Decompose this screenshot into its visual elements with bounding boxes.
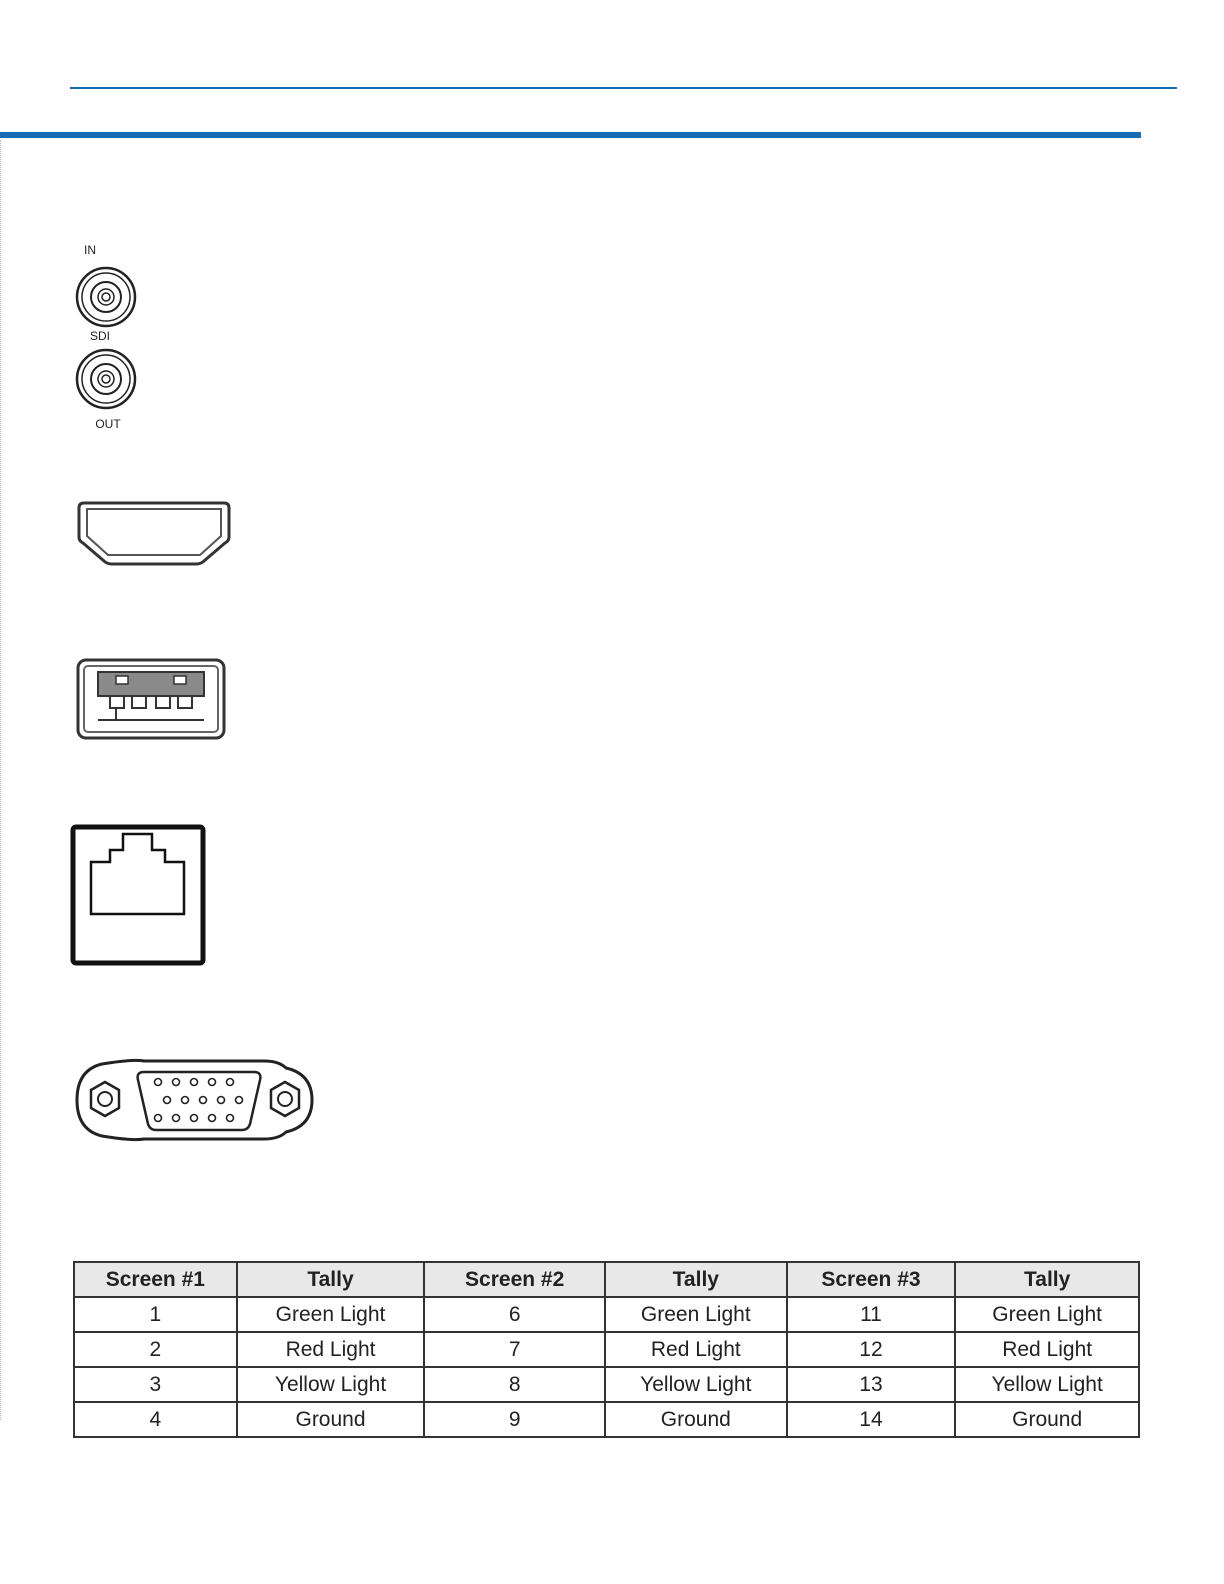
- sdi-out-label: OUT: [95, 417, 121, 431]
- table-cell: Red Light: [955, 1332, 1139, 1367]
- table-cell: 14: [787, 1402, 956, 1437]
- table-cell: Ground: [955, 1402, 1139, 1437]
- column-header: Screen #1: [74, 1262, 237, 1297]
- table-cell: Green Light: [605, 1297, 787, 1332]
- vga-port-icon: [74, 1054, 316, 1146]
- table-cell: Red Light: [237, 1332, 425, 1367]
- table-header-row: [74, 1262, 1139, 1297]
- table-cell: 2: [74, 1332, 237, 1367]
- column-header: Screen #3: [787, 1262, 956, 1297]
- bnc-connector-icon: [75, 348, 137, 410]
- hdmi-port-icon: [76, 497, 232, 569]
- table-cell: 9: [424, 1402, 605, 1437]
- bnc-connector-icon: [75, 266, 137, 328]
- page-edge-guide: [0, 140, 1, 1420]
- column-header: Tally: [955, 1262, 1139, 1297]
- sdi-in-label: IN: [84, 243, 96, 257]
- table-row: [74, 1402, 1139, 1437]
- column-header: Tally: [237, 1262, 425, 1297]
- table-cell: 3: [74, 1367, 237, 1402]
- table-cell: Yellow Light: [955, 1367, 1139, 1402]
- table-cell: Yellow Light: [605, 1367, 787, 1402]
- table-cell: Green Light: [955, 1297, 1139, 1332]
- table-cell: 4: [74, 1402, 237, 1437]
- table-row: [74, 1297, 1139, 1332]
- header-rule-thin: [70, 87, 1177, 89]
- sdi-connector-group: [60, 238, 160, 438]
- table-cell: 7: [424, 1332, 605, 1367]
- table-cell: 11: [787, 1297, 956, 1332]
- rj45-port-icon: [70, 824, 206, 966]
- table-cell: Yellow Light: [237, 1367, 425, 1402]
- table-cell: 1: [74, 1297, 237, 1332]
- table-cell: Green Light: [237, 1297, 425, 1332]
- table-cell: 8: [424, 1367, 605, 1402]
- sdi-mid-label: SDI: [89, 329, 110, 343]
- table-row: [74, 1332, 1139, 1367]
- table-cell: 12: [787, 1332, 956, 1367]
- table-cell: 13: [787, 1367, 956, 1402]
- table-cell: 6: [424, 1297, 605, 1332]
- tally-pinout-table: [73, 1261, 1140, 1438]
- usb-port-icon: [76, 658, 228, 742]
- table-cell: Ground: [605, 1402, 787, 1437]
- column-header: Tally: [605, 1262, 787, 1297]
- column-header: Screen #2: [424, 1262, 605, 1297]
- table-cell: Ground: [237, 1402, 425, 1437]
- table-row: [74, 1367, 1139, 1402]
- table-cell: Red Light: [605, 1332, 787, 1367]
- header-rule-thick: [0, 132, 1141, 138]
